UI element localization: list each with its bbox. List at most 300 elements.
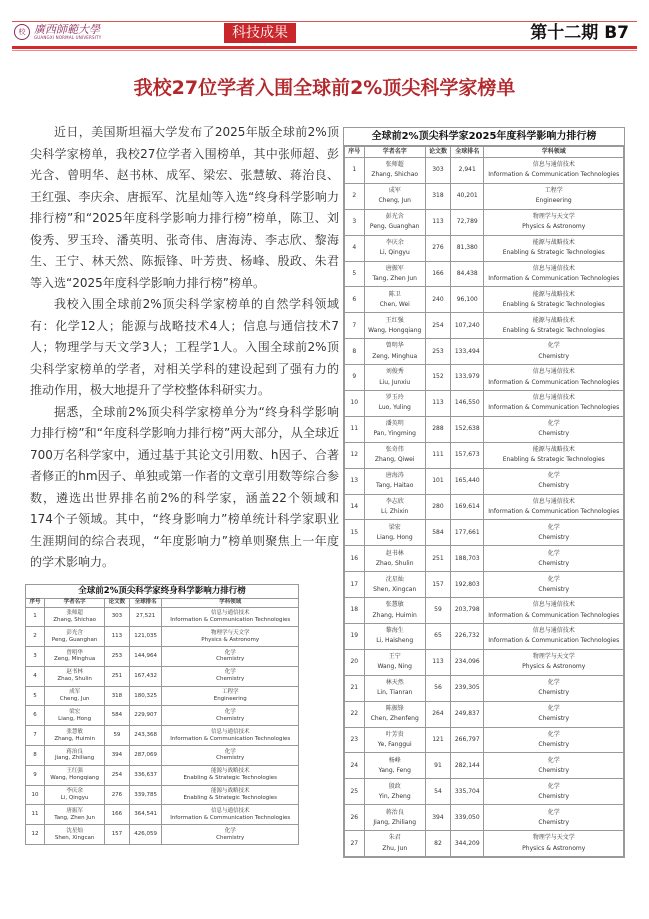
name-en: Liang, Hong [58,715,92,722]
papers-text: 157 [111,831,123,838]
global-rank-cell [451,727,484,753]
name-en: Cheng, Jun [378,197,411,205]
name-cell [45,825,105,845]
papers-cell [105,627,130,647]
rank-cell [345,598,365,624]
rank-text: 16 [350,554,359,562]
table-row [345,468,624,494]
column-header: 全球排名 [451,147,484,158]
field-cell [484,468,624,494]
global-rank-text: 40,201 [456,192,478,200]
rank-text: 5 [33,692,37,699]
field-en: Chemistry [216,676,245,683]
global-rank-text: 226,732 [454,632,480,640]
field-en: Chemistry [538,559,570,567]
field-cell [484,365,624,391]
name-cell [364,209,425,235]
name-text: 王宁 [388,653,401,661]
global-rank-cell [451,779,484,805]
table-row [26,627,299,647]
papers-text: 113 [432,399,444,407]
global-rank-text: 188,703 [454,554,480,562]
papers-text: 113 [432,658,444,666]
global-rank-cell [451,287,484,313]
field-text: 化学 [224,827,236,834]
papers-text: 251 [432,554,444,562]
global-rank-text: 152,638 [454,425,480,433]
field-cell [484,494,624,520]
field-cell [484,675,624,701]
name-text: 殷政 [388,782,401,790]
global-rank-cell [451,442,484,468]
field-text: 化学 [547,730,560,738]
name-text: 唐振军 [66,807,83,814]
rank-text: 2 [33,633,37,640]
column-header: 序号 [26,598,45,607]
field-en: Chemistry [538,715,570,723]
global-rank-cell [129,607,162,627]
paragraph: 我校入围全球前2%顶尖科学家榜单的自然学科领域有：化学12人；能源与战略技术4人；信息与通信技术7人；物理学与天文学3人；工程学1人。入围全球前2%顶尖科学家榜单的学者，对相关学科的建设起到了强有力的推动作用，极大地提升了学校整体科研实力。 [30,297,339,397]
rank-cell [345,727,365,753]
table-row [26,607,299,627]
papers-text: 394 [432,813,444,821]
papers-text: 113 [111,633,123,640]
name-text: 王红强 [66,768,83,775]
field-text: 化学 [547,471,560,479]
papers-text: 91 [434,761,442,769]
global-rank-cell [451,805,484,831]
rank-cell [345,158,365,184]
issue-number: 第十二期 B7 [530,23,629,43]
field-cell [484,624,624,650]
field-cell [484,727,624,753]
papers-cell [425,624,450,650]
name-en: Yang, Feng [378,766,411,774]
field-en: Physics & Astronomy [522,663,586,671]
global-rank-text: 426,059 [134,831,157,838]
papers-text: 121 [432,735,444,743]
global-rank-text: 2,941 [458,166,476,174]
global-rank-cell [129,765,162,785]
name-en: Zhang, Huimin [372,611,417,619]
name-cell [364,675,425,701]
rank-cell [345,494,365,520]
name-en: Zhao, Shulin [57,676,92,683]
name-text: 朱君 [388,834,401,842]
field-cell [484,339,624,365]
rank-text: 3 [352,218,357,226]
global-rank-text: 339,785 [134,791,157,798]
global-rank-text: 239,305 [454,684,480,692]
field-cell [162,607,299,627]
field-cell [484,831,624,857]
name-en: Zeng, Minghua [54,656,96,663]
name-cell [45,607,105,627]
field-en: Chemistry [216,834,245,841]
field-cell [484,158,624,184]
name-en: Zhang, Shichao [371,171,419,179]
global-rank-text: 203,798 [454,606,480,614]
table-row [345,779,624,805]
field-text: 化学 [547,342,560,350]
rank-cell [345,313,365,339]
papers-text: 318 [111,692,123,699]
field-en: Physics & Astronomy [201,636,260,643]
name-cell [45,726,105,746]
papers-text: 240 [432,295,444,303]
name-text: 成军 [69,689,81,696]
papers-text: 166 [432,269,444,277]
table-row [345,391,624,417]
name-en: Yin, Zheng [378,792,411,800]
rank-cell [26,726,45,746]
table-row [26,805,299,825]
name-text: 梁宏 [69,709,81,715]
name-en: Li, Qingyu [60,795,89,802]
name-cell [364,442,425,468]
left-column [25,122,339,845]
name-en: Shen, Xingcan [373,585,417,593]
annual-ranking-table [344,128,624,857]
name-en: Wang, Hongqiang [50,775,100,782]
global-rank-cell [129,666,162,686]
rank-cell [345,805,365,831]
global-rank-text: 96,100 [456,295,478,303]
rank-text: 11 [31,811,39,818]
rank-text: 25 [350,787,359,795]
rank-text: 27 [350,839,359,847]
table-row [26,686,299,706]
field-cell [162,647,299,667]
papers-cell [425,287,450,313]
rank-text: 23 [350,735,359,743]
field-text: 能源与战略技术 [532,290,575,298]
global-rank-cell [451,831,484,857]
rank-cell [345,779,365,805]
global-rank-cell [451,701,484,727]
field-en: Physics & Astronomy [522,844,586,852]
papers-cell [425,598,450,624]
papers-cell [425,365,450,391]
rank-text: 11 [350,425,359,433]
global-rank-cell [451,649,484,675]
global-rank-cell [129,805,162,825]
papers-cell [105,666,130,686]
papers-text: 303 [432,166,444,174]
name-en: Wang, Hongqiang [368,326,422,334]
field-text: 化学 [224,669,236,676]
papers-cell [425,313,450,339]
global-rank-text: 157,673 [454,451,480,459]
field-text: 化学 [224,709,236,715]
global-rank-text: 364,541 [134,811,157,818]
name-en: Cheng, Jun [59,696,90,703]
rank-text: 4 [33,672,37,679]
name-en: Liang, Hong [376,533,413,541]
field-text: 信息与通信技术 [532,627,575,635]
field-text: 物理学与天文学 [210,629,250,636]
name-en: Pan, Yingming [373,430,416,438]
table-row [26,706,299,726]
rank-cell [345,468,365,494]
papers-text: 280 [432,502,444,510]
global-rank-text: 287,069 [134,752,157,759]
field-en: Information & Communication Technologies [488,611,620,619]
column-header: 全球排名 [129,598,162,607]
name-cell [364,753,425,779]
field-cell [484,805,624,831]
name-cell [364,624,425,650]
table-row [345,675,624,701]
papers-text: 166 [111,811,123,818]
table-row [345,287,624,313]
field-en: Chemistry [216,715,245,722]
name-text: 林天然 [385,679,404,687]
rank-cell [345,675,365,701]
rank-text: 9 [33,771,37,778]
column-header: 学科领域 [162,598,299,607]
global-rank-cell [451,546,484,572]
rank-text: 18 [350,606,359,614]
field-en: Physics & Astronomy [522,223,586,231]
field-text: 信息与通信技术 [532,264,575,272]
field-text: 物理学与天文学 [532,653,575,661]
rank-cell [345,235,365,261]
field-text: 化学 [547,549,560,557]
field-en: Information & Communication Technologies [170,616,291,623]
name-text: 赵书林 [385,549,404,557]
name-cell [364,468,425,494]
papers-text: 251 [111,672,123,679]
papers-cell [425,391,450,417]
rank-cell [26,706,45,726]
name-cell [45,805,105,825]
papers-cell [105,647,130,667]
rank-text: 5 [352,269,357,277]
name-text: 黎海生 [385,627,404,635]
global-rank-text: 229,907 [134,712,157,719]
field-cell [484,520,624,546]
name-cell [364,831,425,857]
rank-cell [26,686,45,706]
rank-cell [345,442,365,468]
field-text: 化学 [547,575,560,583]
name-en: Zhang, Shichao [53,616,97,623]
papers-cell [425,261,450,287]
global-rank-cell [451,235,484,261]
rank-text: 22 [350,710,359,718]
rank-cell [345,183,365,209]
table-row [345,235,624,261]
papers-text: 264 [432,710,444,718]
global-rank-text: 144,964 [134,653,157,660]
field-cell [484,261,624,287]
field-text: 能源与战略技术 [210,788,250,795]
papers-text: 254 [111,771,123,778]
field-en: Chemistry [538,352,570,360]
field-text: 化学 [547,704,560,712]
rank-text: 24 [350,761,359,769]
papers-cell [425,209,450,235]
name-text: 潘英明 [385,420,404,428]
rank-cell [345,701,365,727]
field-en: Enabling & Strategic Technologies [502,456,605,464]
name-cell [45,666,105,686]
field-cell [484,779,624,805]
rank-cell [26,607,45,627]
papers-cell [425,727,450,753]
rank-cell [26,627,45,647]
global-rank-cell [451,416,484,442]
name-en: Luo, Yuling [378,404,411,412]
field-en: Information & Communication Technologies [170,735,291,742]
table-row [345,624,624,650]
global-rank-cell [451,520,484,546]
global-rank-text: 167,432 [134,672,157,679]
global-rank-cell [451,675,484,701]
rank-text: 10 [350,399,359,407]
name-en: Zhang, Huimin [54,735,95,742]
field-cell [484,442,624,468]
rank-cell [345,624,365,650]
field-en: Enabling & Strategic Technologies [502,249,605,257]
name-cell [364,339,425,365]
name-en: Jiang, Zhiliang [373,818,417,826]
global-rank-text: 133,494 [454,347,480,355]
field-en: Information & Communication Technologies [488,171,620,179]
field-cell [484,753,624,779]
papers-text: 276 [111,791,123,798]
header-bottom-rule-thin [12,50,637,51]
papers-cell [425,442,450,468]
name-cell [45,686,105,706]
global-rank-cell [451,339,484,365]
global-rank-cell [451,572,484,598]
header-bottom-rule [12,46,637,49]
global-rank-cell [451,753,484,779]
rank-cell [26,647,45,667]
papers-text: 111 [432,451,444,459]
rank-text: 12 [350,451,359,459]
field-cell [162,825,299,845]
name-cell [45,706,105,726]
name-text: 刘俊秀 [385,368,404,376]
name-text: 杨峰 [388,756,401,764]
rank-text: 14 [350,502,359,510]
global-rank-text: 336,637 [134,771,157,778]
rank-cell [345,261,365,287]
rank-text: 3 [33,653,37,660]
field-en: Chemistry [538,689,570,697]
table-row [26,647,299,667]
table-row [345,339,624,365]
papers-cell [105,805,130,825]
field-en: Chemistry [538,533,570,541]
name-cell [364,391,425,417]
name-text: 成军 [388,187,401,195]
papers-text: 82 [434,839,442,847]
seal-icon: 校 [14,24,30,40]
global-rank-text: 339,050 [454,813,480,821]
papers-text: 157 [432,580,444,588]
papers-text: 253 [111,653,123,660]
table-row [26,825,299,845]
name-en: Liu, Junxiu [379,378,411,386]
table-row [345,209,624,235]
paragraph: 据悉，全球前2%顶尖科学家榜单分为“终身科学影响力排行榜”和“年度科学影响力排行榜”两大部分，从全球近700万名科学家中，通过基于其论文引用数、h因子、合著者修正的hm因子、单独或第一作者的文章引用数等综合参数，遴选出世界排名前2%的科学家，涵盖22个领域和174个子领域。其中，“终身影响力”榜单统计科学家职业生涯期间的综合表现，“年度影响力”榜单则聚焦上一年度的学术影响力。 [30,404,339,569]
papers-cell [425,701,450,727]
rank-text: 17 [350,580,359,588]
field-text: 工程学 [221,689,239,696]
papers-cell [105,726,130,746]
global-rank-text: 192,803 [454,580,480,588]
global-rank-cell [451,494,484,520]
papers-cell [425,468,450,494]
rank-text: 8 [33,752,37,759]
rank-cell [345,391,365,417]
field-text: 能源与战略技术 [532,316,575,324]
field-text: 化学 [547,679,560,687]
name-text: 张师超 [66,610,83,617]
name-text: 沈星灿 [66,827,83,834]
field-cell [162,726,299,746]
rank-cell [26,825,45,845]
papers-cell [425,572,450,598]
global-rank-text: 169,614 [454,502,480,510]
table-row [26,666,299,686]
global-rank-text: 249,837 [454,710,480,718]
papers-cell [425,416,450,442]
global-rank-cell [129,647,162,667]
rank-text: 9 [352,373,357,381]
name-cell [364,494,425,520]
global-rank-text: 344,209 [454,839,480,847]
papers-cell [425,805,450,831]
papers-text: 288 [432,425,444,433]
name-en: Zeng, Minghua [372,352,418,360]
name-cell [364,365,425,391]
table-row [345,365,624,391]
field-en: Chemistry [538,430,570,438]
rank-cell [345,365,365,391]
global-rank-text: 177,661 [454,528,480,536]
lifetime-ranking-table [25,584,299,846]
global-rank-cell [451,183,484,209]
field-text: 信息与通信技术 [532,161,575,169]
name-en: Tang, Haitao [376,482,414,490]
name-cell [364,649,425,675]
global-rank-text: 72,789 [456,218,478,226]
name-cell [364,261,425,287]
papers-text: 584 [111,712,123,719]
papers-cell [425,546,450,572]
field-en: Chemistry [216,656,245,663]
papers-cell [425,339,450,365]
papers-text: 59 [113,732,121,739]
papers-text: 152 [432,373,444,381]
table-row [345,649,624,675]
field-cell [162,706,299,726]
table-title: 全球前2%顶尖科学家2025年度科学影响力排行榜 [344,128,624,146]
rank-text: 19 [350,632,359,640]
field-text: 信息与通信技术 [532,601,575,609]
logo-chinese: 廣西師範大學 [34,23,100,36]
field-en: Enabling & Strategic Technologies [502,326,605,334]
rank-text: 1 [33,613,37,620]
table-row [345,313,624,339]
table-row [345,831,624,857]
field-en: Enabling & Strategic Technologies [502,300,605,308]
